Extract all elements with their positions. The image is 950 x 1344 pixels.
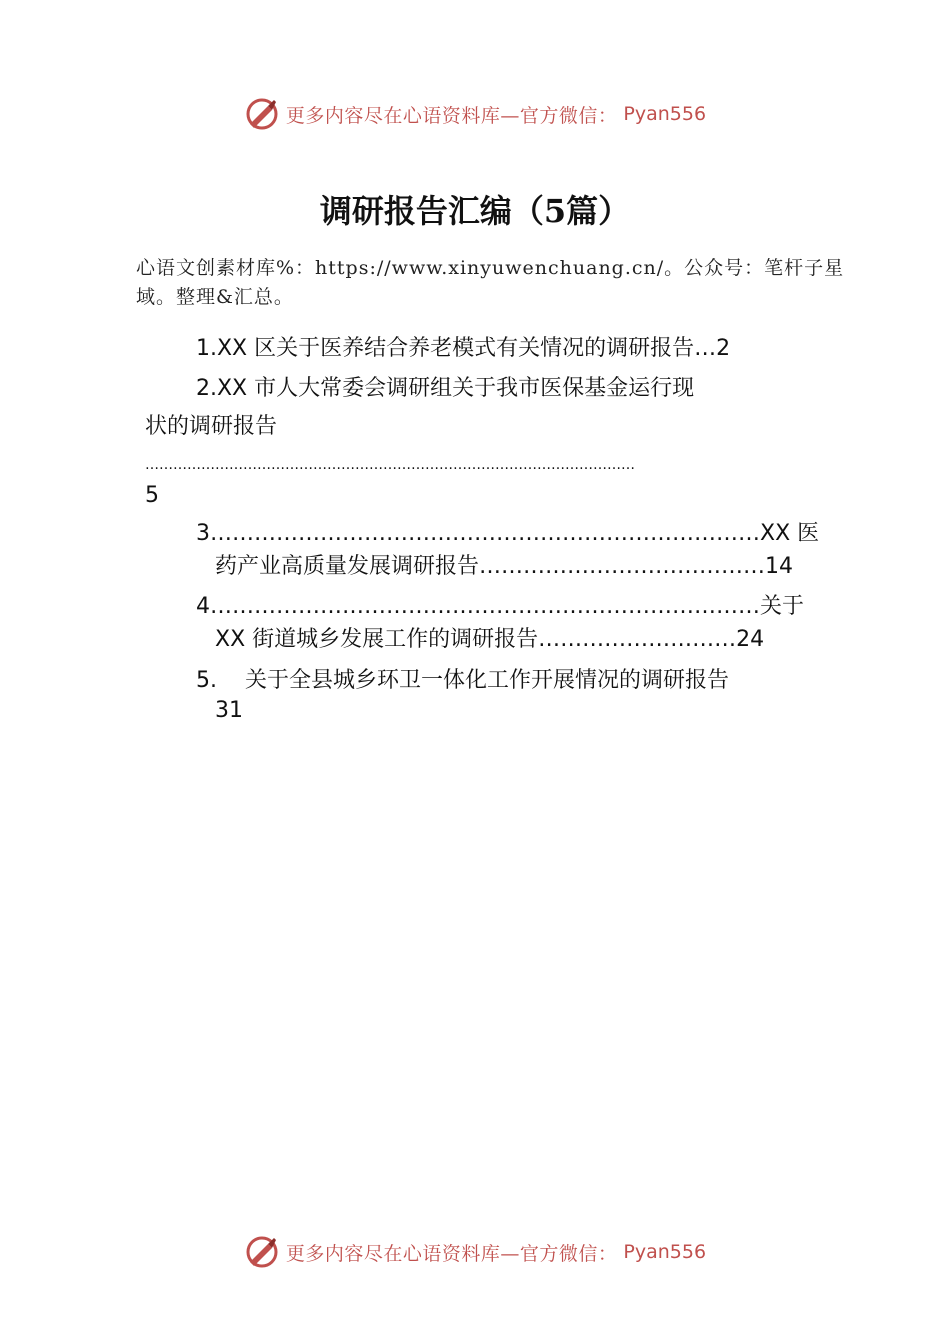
toc-item-3-line-1[interactable]: 3…………………………………………………………………XX 医 — [196, 521, 820, 546]
toc-item-5-line-2[interactable]: 31 — [215, 698, 243, 723]
watermark-banner-bottom — [0, 1232, 950, 1272]
toc-item-1[interactable]: 1.XX 区关于医养结合养老模式有关情况的调研报告…2 — [196, 336, 731, 361]
toc-item-2-line-1[interactable]: 2.XX 市人大常委会调研组关于我市医保基金运行现 — [196, 376, 695, 401]
toc-item-3-line-2[interactable]: 药产业高质量发展调研报告…………………………………14 — [215, 554, 793, 579]
toc-item-4-line-2[interactable]: XX 街道城乡发展工作的调研报告………………………24 — [215, 627, 765, 652]
toc-item-5-line-1[interactable]: 5. 关于全县城乡环卫一体化工作开展情况的调研报告 — [196, 668, 729, 693]
toc-item-4-line-1[interactable]: 4…………………………………………………………………关于 — [196, 594, 804, 619]
watermark-text: 更多内容尽在心语资料库—官方微信： — [285, 104, 618, 127]
pen-logo-icon — [244, 96, 280, 132]
toc-item-2-page[interactable]: 5 — [145, 483, 159, 508]
watermark-text: 更多内容尽在心语资料库—官方微信： — [285, 1242, 618, 1265]
watermark-wechat-id: Pyan556 — [623, 1241, 707, 1263]
document-title: 调研报告汇编（5篇） — [319, 192, 631, 230]
watermark-banner-top — [0, 94, 950, 134]
watermark-wechat-id: Pyan556 — [623, 103, 707, 125]
toc-item-2-dots: …………………………………………………………………………………………… — [145, 457, 635, 473]
pen-logo-icon — [244, 1234, 280, 1270]
toc-item-2-line-2[interactable]: 状的调研报告 — [145, 414, 278, 439]
intro-paragraph: 心语文创素材库%：https://www.xinyuwenchuang.cn/。公众号：笔杆子星域。整理&汇总。 — [136, 257, 845, 308]
